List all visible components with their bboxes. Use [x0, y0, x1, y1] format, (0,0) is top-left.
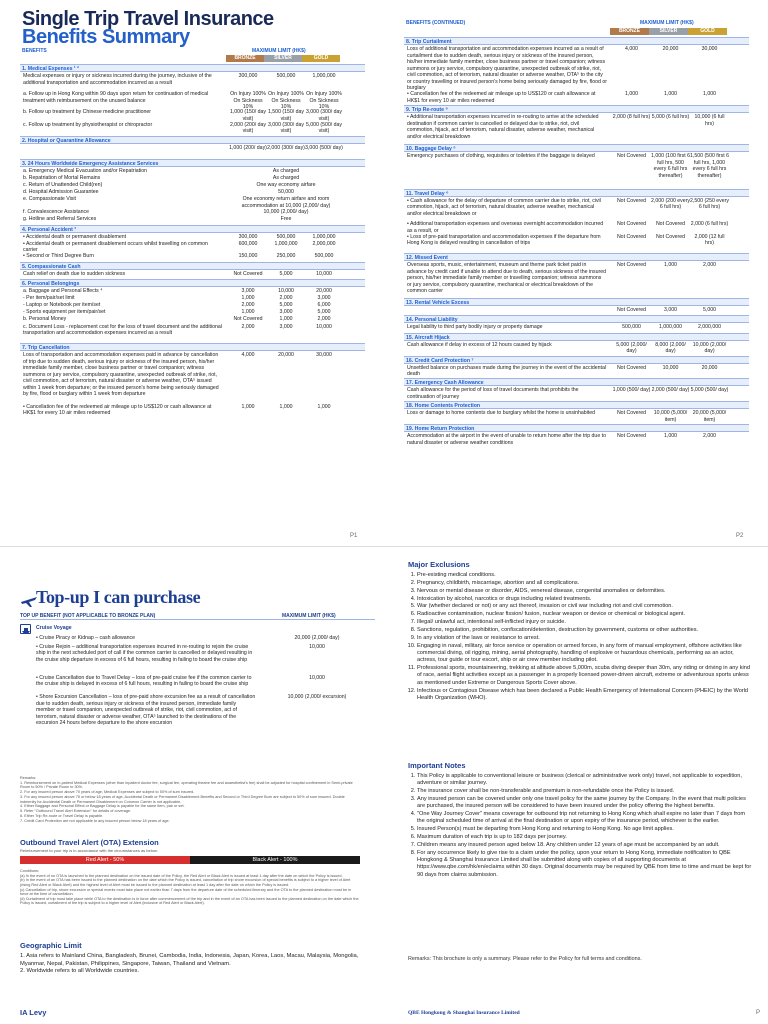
limit-silver: 10,000 (5,000/ item) — [653, 410, 688, 423]
tier-bronze: BRONZE — [610, 28, 649, 35]
limit-bronze: 2,000 (8 full hrs) — [612, 114, 651, 120]
tier-header — [610, 28, 727, 35]
benefit-description: a. Emergency Medical Evacuation and/or Repatriation — [23, 168, 147, 175]
important-notes-title: Important Notes — [408, 761, 466, 770]
benefit-row — [407, 262, 749, 295]
limit-gold: 2,000,000 — [697, 324, 722, 331]
cruise-benefit-limit: 10,000 — [309, 643, 325, 650]
exclusion-item: 12. Infectious or Contagious Disease which has been declared a Public Health Emergency of International Concern (PHEIC) by the World Health Organization (WHO). — [417, 688, 752, 703]
limit-silver: 5,000 (6 full hrs) — [651, 114, 690, 120]
benefit-section-heading: 15. Aircraft Hijack — [404, 333, 749, 341]
benefit-row — [23, 145, 365, 152]
benefit-row — [23, 216, 365, 223]
red-alert-label: Red Alert - 50% — [20, 856, 190, 864]
page-number: P2 — [736, 533, 744, 539]
limit-gold: 30,000 — [701, 46, 718, 52]
important-note-item: 1. This Policy is applicable to conventional leisure or business (clerical or administrative work only) travel, not applicable to expedition, adventure or similar journey. — [417, 773, 752, 788]
page-subtitle: Benefits Summary — [22, 26, 190, 48]
limit-silver: 2,000 (300/ day) — [267, 145, 305, 151]
limit-gold: 20,000 (5,000/ item) — [692, 410, 727, 423]
limit-bronze: 1,000 — [241, 295, 255, 302]
limit-gold: 10,000 (2,000/ day) — [692, 341, 727, 355]
geographic-limit-list — [20, 953, 360, 976]
ota-conditions — [20, 869, 360, 906]
condition-item: (b) In the event of an OTA has been issued to the planned destination on the date which the Policy is issued, cancellation of trip shore excursion of special benefits is subject to a higher level of Alert (rising Red Alert or Black Alert) and the highest level of Alert must be issued to the planned destination at least 1 day after the date on which the Policy is issued. — [20, 878, 351, 887]
benefit-section-heading: 16. Credit Card Protection ⁷ — [404, 356, 749, 364]
benefit-row — [23, 404, 365, 417]
brochure-remarks: Remarks: This brochure is only a summary. Please refer to the Policy for full terms and conditions. — [408, 956, 642, 962]
benefit-section-heading: 17. Emergency Cash Allowance — [404, 378, 749, 386]
important-note-item: 8. For any occurrence likely to give rise to a claim under the policy, upon your return to Hong Kong, immediate notification to QBE Hongkong & Shanghai Insurance Limited shall be submitted along with copies of all supporting documents at https://www.qbe.com/hk/en/eclaims within 30 days. Original documents may be required by QBE from time to time and must be kept for 90 days from claims submission. — [417, 850, 752, 879]
benefit-section-heading: 13. Rental Vehicle Excess — [404, 298, 749, 306]
limit-gold: 10,000 — [316, 323, 332, 330]
benefit-description: • Cancellation fee of the redeemed air mileage up to US$120 or cash allowance at HK$1 for every 10 air miles redeemed — [23, 403, 212, 417]
benefit-row — [407, 324, 749, 331]
benefit-description: g. Hotline and Referral Services — [23, 215, 97, 222]
ota-description: Reimbursement to your trip is in accordance with the circumstances as below: — [20, 848, 158, 853]
cruise-benefit-description: • Cruise Rejoin – additional transportation expenses incurred in re-routing to rejoin the cruise ship in the next scheduled port of call if the common carrier is cancelled or delayed resulting in the cruise ship departure in excess of 6 full hours, resulting in failing to board the cruise ship — [36, 643, 253, 663]
benefit-description: Medical expenses or injury or sickness incurred during the journey, inclusive of the additional transportation and accommodation incurred as a result — [23, 73, 212, 86]
limit-gold: 1,500 (500 first 6 full hrs, 1,000 every 6 full hrs thereafter) — [690, 153, 729, 179]
benefit-description: f. Convalescence Assistance — [23, 208, 90, 215]
cruise-benefit-description: • Cruise Piracy or Kidnap – cash allowance — [36, 635, 135, 641]
benefit-row — [23, 309, 365, 316]
benefit-description: c. Document Loss - replacement cost for the loss of travel document and the additional transportation and accommodation expenses incurred as a result — [23, 323, 222, 336]
benefit-section-heading: 8. Trip Curtailment — [404, 37, 749, 45]
page-divider — [0, 546, 768, 547]
limit-silver: 250,000 — [276, 253, 296, 260]
limit-silver: 1,000,000 — [658, 324, 683, 331]
benefit-description: Cash relief on death due to sudden sickness — [23, 270, 126, 277]
limit-gold: 1,000,000 — [312, 233, 336, 240]
benefit-section-heading: 9. Trip Re-route ⁶ — [404, 105, 749, 113]
limit-bronze: Not Covered — [616, 262, 647, 268]
benefit-row — [23, 91, 365, 111]
page-title: Single Trip Travel Insurance — [22, 8, 274, 30]
benefit-section-heading: 7. Trip Cancellation — [20, 343, 365, 351]
exclusions-page — [384, 548, 768, 1024]
cruise-benefit-row — [36, 675, 366, 688]
limit-silver: 5,000 — [279, 302, 293, 309]
important-notes-list — [408, 773, 752, 879]
remark-item: 4. Either Baggage and Personal Effect or Baggage Delay is payable for the same item, pair or set. — [20, 804, 185, 809]
important-note-item: 3. Any insured person can be covered under only one travel policy for the same journey by the Company. In the event that multi policies are purchased, the insured person will be considered to have been insured under the policy offering the highest benefits. — [417, 796, 752, 811]
benefit-section-heading: 6. Personal Belongings — [20, 279, 365, 287]
cruise-benefit-description: • Cruise Cancellation due to Travel Delay – loss of pre-paid cruise fee if the common carrier to the cruise ship is delayed in excess of 6 full hours, resulting in failing to board the cruise ship — [36, 674, 252, 688]
tier-silver: SILVER — [649, 28, 688, 35]
limit-gold: 5,000 (500/ day) — [690, 387, 729, 394]
benefit-limit-all-plans: 50,000 — [278, 189, 294, 196]
benefit-row — [407, 91, 749, 104]
remark-item: 2. For any insured person above 70 years of age, Medical Expenses are subject to 50% of sum insured. — [20, 790, 195, 795]
limit-bronze: Not Covered — [233, 270, 263, 277]
exclusion-item: 3. Nervous or mental disease or disorder, AIDS, venereal disease, congenital anomalies or deformities. — [417, 588, 752, 595]
limit-bronze: Not Covered — [616, 364, 647, 371]
remark-item: 6. Either Trip Re-route or Travel Delay is payable. — [20, 813, 104, 818]
conditions-list — [20, 874, 360, 906]
limit-bronze: Not Covered — [616, 153, 647, 160]
topup-title: Top-up I can purchase — [36, 587, 201, 607]
limit-bronze: 1,000 — [241, 403, 255, 410]
limit-gold: 20,000 — [316, 288, 332, 295]
benefit-description: e. Compassionate Visit — [23, 196, 76, 203]
limit-silver: 5,000 — [279, 270, 293, 277]
ia-levy-title: IA Levy — [20, 1008, 47, 1017]
benefit-row — [407, 307, 749, 314]
benefit-description: b. Follow up treatment by Chinese medicine practitioner — [23, 109, 152, 116]
condition-item: (d) Curtailment of trip must take place while OTA to the destination is in force after commencement of the trip and in the event of an OTA has been issued to the planned destination on the date which the Policy is issued, curtailment of the trip is subject to a higher level of Alert (inclusive of Red Alert or Black Alert). — [20, 896, 359, 906]
benefit-row — [23, 73, 365, 86]
limit-bronze: Not Covered — [616, 221, 647, 228]
max-limit-header: MAXIMUM LIMIT (HK$) — [640, 20, 694, 26]
benefit-row — [23, 109, 365, 122]
benefits-page-2 — [384, 0, 768, 545]
benefit-description: - Laptop or Notebook per item/set — [23, 302, 101, 309]
benefit-row — [407, 365, 749, 378]
limit-bronze: 1,000 (500/ day) — [612, 387, 651, 394]
benefit-description: Cash allowance if delay in excess of 12 hours caused by hijack — [407, 341, 552, 348]
benefit-description: c. Return of Unattended Child(ren) — [23, 182, 103, 189]
benefit-description: - Sports equipment per item/pair/set — [23, 309, 106, 316]
benefit-description: • Second or Third Degree Burn — [23, 253, 94, 260]
benefit-row — [407, 198, 749, 218]
benefit-section-heading: 4. Personal Accident ³ — [20, 225, 365, 233]
benefit-row — [407, 410, 749, 423]
limit-gold: 2,000 (12 full hrs) — [694, 233, 725, 247]
benefit-description: - Per item/pair/set limit — [23, 295, 75, 302]
benefit-description: b. Personal Money — [23, 316, 67, 323]
benefit-section-heading: 1. Medical Expenses ¹ ² — [20, 64, 365, 72]
exclusion-item: 5. War (whether declared or not) or any act thereof, invasion or civil war including riot and civil commotion. — [417, 603, 752, 610]
major-exclusions-title: Major Exclusions — [408, 560, 470, 569]
benefit-limit-all-plans: One way economy airfare — [256, 182, 316, 189]
limit-bronze: Not Covered — [616, 410, 647, 417]
condition-item: (a) In the event of no OTA is launched to the planned destination on the issued date of the Policy, the Red Alert or Black Alert is issued at least 1 day after the date on which the Policy is issued. — [20, 873, 343, 878]
benefit-row — [407, 342, 749, 355]
important-note-item: 5. Insured Person(s) must be departing from Hong Kong and returning to Hong Kong. No age limit applies. — [417, 826, 752, 833]
limit-bronze: 3,000 — [241, 288, 255, 295]
benefit-row — [23, 182, 365, 189]
limit-gold: 6,000 — [317, 302, 331, 309]
benefit-row — [407, 387, 749, 400]
limit-gold: 20,000 — [701, 364, 718, 371]
benefit-description: Overseas sports, music, entertainment, museum and theme park ticket paid in advance by credit card if unable to attend due to death, serious sickness of the insured person, his/her immediate family member or travelling companion; witness summons or jury service, compulsory quarantine, mechanical or electrical breakdown of the common carrier — [407, 262, 606, 294]
limit-silver: 20,000 — [278, 352, 294, 359]
limit-silver: 1,000 — [279, 316, 293, 323]
topup-max-header: MAXIMUM LIMIT (HK$) — [282, 613, 336, 619]
exclusion-item: 4. Intoxication by alcohol, narcotics or drugs including related treatments. — [417, 596, 752, 603]
limit-bronze: 600,000 — [238, 240, 258, 247]
benefit-limit-all-plans: As charged — [272, 175, 300, 182]
limit-gold: 2,000 — [703, 262, 716, 268]
limit-silver: Not Covered — [655, 221, 686, 228]
limit-bronze: Not Covered — [616, 233, 647, 240]
cruise-benefit-row — [36, 644, 366, 664]
limit-bronze: 2,000 — [241, 323, 255, 330]
limit-bronze: Not Covered — [616, 306, 647, 313]
benefit-row — [23, 209, 365, 216]
limit-silver: 1,500 (150/ day visit) — [267, 109, 305, 122]
tier-header — [226, 55, 340, 62]
limit-gold: 10,000 (6 full hrs) — [694, 114, 725, 127]
limit-gold: 3,000 — [317, 295, 331, 302]
benefit-description: b. Repatriation of Mortal Remains — [23, 175, 101, 182]
limit-silver: On Injury 100% On Sickness 10% — [268, 91, 304, 111]
important-note-item: 4. "One Way Journey Cover" means coverage for outbound trip not returning to Hong Kong which shall expire no later than 7 days from the original scheduled time of arrival at the final destination or upon expiry of the insurance period, whichever is the earlier. — [417, 811, 752, 826]
important-note-item: 2. The insurance cover shall be non-transferable and premium is non-refundable once the Policy is issued. — [417, 788, 752, 795]
geographic-limit-title: Geographic Limit — [20, 941, 82, 950]
benefit-description: Emergency purchases of clothing, requisites or toiletries if the baggage is delayed — [407, 153, 595, 160]
limit-gold: 2,000 (6 full hrs) — [690, 221, 729, 228]
benefit-row — [407, 153, 749, 179]
limit-silver: Not Covered — [655, 233, 686, 240]
benefit-description: • Loss of pre-paid transportation and accommodation expenses if the departure from Hong Kong is delayed resulting in cancellation of trips — [407, 233, 601, 247]
benefit-row — [23, 271, 365, 278]
limit-gold: 2,000,000 — [312, 240, 336, 247]
geographic-limit-item: 1. Asia refers to Mainland China, Bangladesh, Brunei, Cambodia, India, Indonesia, Japan, Korea, Laos, Macau, Malaysia, Mongolia, Myanmar, Nepal, Pakistan, Philippines, Singapore, Taiwan, Thailand and Vietnam. — [20, 953, 359, 967]
benefit-section-heading: 3. 24 Hours Worldwide Emergency Assistance Services — [20, 159, 365, 167]
benefit-row — [23, 295, 365, 302]
limit-silver: 3,000 — [664, 306, 677, 313]
benefit-description: Accommodation at the airport in the event of unable to return home after the trip due to natural disaster or adverse weather conditions — [407, 433, 606, 446]
limit-silver: 2,000 — [279, 295, 293, 302]
limit-silver: 3,000 (300/ day visit) — [267, 121, 305, 135]
limit-bronze: Not Covered — [616, 197, 647, 204]
benefit-section-heading: 14. Personal Liability — [404, 315, 749, 323]
benefit-row — [407, 234, 749, 247]
benefit-section-heading: 11. Travel Delay ⁶ — [404, 189, 749, 197]
limit-silver: 1,000,000 — [274, 240, 298, 247]
benefit-row — [23, 241, 365, 254]
benefit-description: Cash allowance for the period of loss of travel documents that prohibits the continuation of journey — [407, 387, 579, 400]
cruise-benefit-limit: 10,000 — [309, 674, 325, 681]
limit-gold: 2,000 — [317, 316, 331, 323]
cruise-benefit-limit: 20,000 (2,000/ day) — [294, 635, 340, 641]
topup-remarks — [20, 776, 360, 823]
cruise-benefit-limit: 10,000 (2,000/ excursion) — [287, 694, 347, 701]
benefit-section-heading: 19. Home Return Protection — [404, 424, 749, 432]
exclusion-item: 1. Pre-existing medical conditions. — [417, 572, 752, 579]
limit-bronze: 5,000 (2,000/ day) — [616, 341, 647, 355]
tier-gold: GOLD — [302, 55, 340, 62]
benefit-section-heading: 18. Home Contents Protection — [404, 401, 749, 409]
exclusion-item: 8. Sanctions, regulation, prohibition, confiscation/detention, destruction by government, customs or other authorities. — [417, 627, 752, 634]
limit-silver: 500,000 — [276, 73, 296, 79]
remarks-list — [20, 781, 360, 824]
limit-silver: 8,000 (2,000/ day) — [655, 341, 686, 355]
important-note-item: 7. Children means any insured person aged below 18. Any children under 12 years of age must be accompanied by an adult. — [417, 842, 752, 849]
benefit-section-heading: 12. Missed Event — [404, 253, 749, 261]
benefit-description: Loss of additional transportation and accommodation expenses incurred as a result of curtailment due to sudden death, serious injury or sickness of the insured person, his/her immediate family member, close business partner or travel companion; witness summons or jury service, compulsory quarantine, unexpected outbreak of strike, riot, civil commotion, act of terrorism, natural disaster or adverse weather, OTA⁵ to the city or country travelling or insured person's home being seriously damaged by fire, flood or burglary — [407, 46, 607, 91]
limit-gold: 3,000 (500/ day) — [305, 145, 343, 151]
limit-bronze: 1,000 — [241, 309, 255, 316]
limit-bronze: 500,000 — [622, 324, 641, 331]
benefit-limit-all-plans: 10,000 (2,000/ day) — [263, 208, 309, 215]
cruise-benefit-row — [36, 694, 366, 727]
limit-silver: 2,000 (200 every 6 full hrs) — [651, 197, 690, 211]
benefit-description: c. Follow up treatment by physiotherapist or chiropractor — [23, 121, 153, 128]
benefits-column-header: BENEFITS — [22, 48, 47, 54]
benefit-description: Unsettled balance on purchases made during the journey in the event of the accidental death — [407, 364, 606, 377]
benefit-row — [407, 46, 749, 92]
limit-silver: 20,000 — [662, 46, 679, 52]
benefit-row — [407, 433, 749, 446]
limit-gold: 2,000 — [703, 433, 716, 440]
conditions-label: Conditions: — [20, 869, 39, 873]
limit-silver: 500,000 — [276, 233, 296, 240]
limit-bronze: 2,000 — [241, 302, 255, 309]
exclusion-item: 9. In any violation of the laws or resistance to arrest. — [417, 635, 752, 642]
benefit-row — [23, 122, 365, 135]
max-limit-header: MAXIMUM LIMIT (HK$) — [252, 48, 306, 54]
benefit-limit-all-plans: One economy return airfare and room accommodation at 10,000 (2,000/ day) — [241, 196, 331, 209]
benefit-row — [23, 196, 365, 209]
benefit-description: Loss or damage to home contents due to burglary whilst the home is unsinhabited — [407, 410, 596, 417]
remark-item: 7. Credit Card Protection are not applicable to any insured person below 18 years of age. — [20, 818, 170, 823]
remarks-label: Remarks: — [20, 776, 37, 780]
remark-item: 5. Refer "Outbound Travel Alert Extension" for details of coverage. — [20, 809, 132, 814]
ota-alert-bar — [20, 856, 360, 864]
ship-icon — [20, 624, 31, 634]
limit-gold: 1,000 — [703, 91, 716, 98]
benefit-row — [23, 302, 365, 309]
limit-gold: 5,000 (500/ day visit) — [305, 121, 343, 135]
limit-gold: 1,000 — [317, 403, 331, 410]
limit-bronze: Not Covered — [616, 433, 647, 440]
geographic-limit-item: 2. Worldwide refers to all Worldwide countries. — [20, 968, 139, 975]
limit-silver: 1,000 — [664, 433, 677, 440]
limit-bronze: 1,000 — [625, 91, 638, 98]
tier-bronze: BRONZE — [226, 55, 264, 62]
topup-benefit-header: TOP UP BENEFIT (NOT APPLICABLE TO BRONZE PLAN) — [20, 613, 156, 619]
limit-bronze: 4,000 — [625, 46, 638, 52]
exclusion-item: 7. Illegal/ unlawful act, intentional self-inflicted injury or suicide. — [417, 619, 752, 626]
benefit-row — [23, 352, 365, 398]
ota-title: Outbound Travel Alert (OTA) Extension — [20, 838, 159, 847]
limit-bronze: Not Covered — [233, 316, 263, 323]
condition-item: (c) Cancellation of trip, shore excursion or special events must take place not earlier than 7 days from the departure date of the scheduled itinerary and the OTA to the planned destination must be in force at the time of cancellation. — [20, 887, 352, 897]
limit-silver: 2,000 (500/ day) — [651, 387, 690, 394]
benefit-row — [23, 175, 365, 182]
benefit-section-heading: 10. Baggage Delay ⁶ — [404, 144, 749, 152]
benefit-description: • Cash allowance for the delay of departure of common carrier due to strike, riot, civil commotion, hijack, act of terrorism, natural disaster, adverse weather, mechanical and/or electrical breakdown or — [407, 197, 601, 217]
benefit-row — [407, 114, 749, 140]
page-number: P1 — [350, 533, 358, 539]
benefits-continued-header: BENEFITS (CONTINUED) — [406, 20, 466, 26]
remark-item: 1. Reimbursement on in-patient Medical Expenses (other than inpatient doctor fee, surgical fee, operating theatre fee and anaesthetist's fee) shall be adjusted for hospital confinement in Semi-private Room to 50% / Private Room to 30%. — [20, 780, 353, 790]
benefit-description: • Additional transportation expenses and overseas overnight accommodation incurred as a result, or — [407, 221, 604, 234]
page-number: P — [756, 1010, 761, 1016]
cruise-benefit-row — [36, 635, 366, 642]
limit-gold: 1,000,000 — [312, 73, 336, 79]
benefit-description: • Cancellation fee of the redeemed air mileage up to US$120 or cash allowance at HK$1 for every 10 air miles redeemed — [407, 91, 596, 104]
benefit-description: a. Baggage and Personal Effects ⁴ — [23, 288, 103, 295]
limit-gold: 3,000 (300/ day visit) — [305, 109, 343, 122]
benefit-section-heading: 2. Hospital or Quarantine Allowance — [20, 136, 365, 144]
limit-bronze: 4,000 — [241, 352, 255, 359]
benefits-page-1 — [0, 0, 384, 545]
limit-bronze: 2,000 (200/ day visit) — [229, 121, 267, 135]
exclusion-item: 2. Pregnancy, childbirth, miscarriage, abortion and all complications. — [417, 580, 752, 587]
limit-bronze: 1,000 (150/ day visit) — [229, 109, 267, 122]
benefit-limit-all-plans: As charged — [272, 168, 300, 175]
limit-gold: 5,000 — [703, 306, 716, 313]
exclusions-list — [408, 572, 752, 703]
limit-gold: 10,000 — [316, 270, 332, 277]
benefit-row — [407, 221, 749, 234]
limit-silver: 3,000 — [279, 323, 293, 330]
limit-bronze: 150,000 — [238, 253, 258, 260]
benefit-description: Loss of transportation and accommodation expenses paid in advance by cancellation of trip due to sudden death, serious injury or sickness of the insured person, his/her immediate family member, close business partner or travel companion; witness summons or jury service, compulsory quarantine, unexpected outbreak of strike, riot, civil commotion, act of terrorism, natural disaster or adverse weather, OTA⁵ issued within 1 week from departure; or the insured person's home being seriously damaged by fire, flood or burglary within 1 week from departure — [23, 352, 219, 398]
topup-page — [0, 548, 384, 1024]
limit-gold: 30,000 — [316, 352, 332, 359]
benefit-description: d. Hospital Admission Guarantee — [23, 189, 99, 196]
limit-silver: 1,000 (100 first 6 full hrs, 500 every 6 full hrs thereafter) — [651, 153, 690, 179]
limit-silver: 1,000 — [664, 262, 677, 268]
benefit-limit-all-plans: Free — [280, 215, 292, 222]
benefit-row — [23, 253, 365, 260]
limit-silver: 10,000 — [662, 364, 679, 371]
benefit-row — [23, 168, 365, 175]
benefit-row — [23, 234, 365, 241]
limit-gold: 500,000 — [314, 253, 334, 260]
limit-silver: 3,000 — [279, 309, 293, 316]
benefit-description: • Accidental death or permanent disablement occurs whilst travelling on common carrier — [23, 240, 208, 254]
benefit-row — [23, 288, 365, 295]
limit-bronze: On Injury 100% On Sickness 10% — [230, 91, 266, 111]
remark-item: 3. For any insured person above 75 or below 18 years of age, Accidental Death or Permanent Disablement Benefits and Second or Third Degree Burn are subject to 50% of sum insured. Double indemnity for Accidental Death or Permanent Disablement on Common Carrier is not applicable. — [20, 794, 345, 804]
limit-silver: 10,000 — [278, 288, 294, 295]
benefit-section-heading: 5. Compassionate Cash — [20, 262, 365, 270]
benefit-description: • Accidental death or permanent disablement — [23, 233, 127, 240]
tier-gold: GOLD — [688, 28, 727, 35]
limit-silver: 1,000 — [279, 403, 293, 410]
benefit-description: Legal liability to third party bodily injury or property damage — [407, 324, 543, 331]
topup-header-row — [20, 613, 375, 620]
benefit-description: a. Follow up in Hong Kong within 90 days upon return for continuation of medical treatment with reimbursement on the unused balance — [23, 91, 209, 104]
tier-silver: SILVER — [264, 55, 302, 62]
benefit-row — [23, 189, 365, 196]
limit-gold: 2,500 (250 every 6 full hrs) — [690, 197, 729, 211]
cruise-voyage-heading: Cruise Voyage — [36, 625, 72, 631]
important-note-item: 6. Maximum duration of each trip is up to 182 days per journey. — [417, 834, 752, 841]
limit-bronze: 300,000 — [238, 233, 258, 240]
black-alert-label: Black Alert - 100% — [190, 856, 360, 864]
limit-gold: 5,000 — [317, 309, 331, 316]
limit-gold: On Injury 100% On Sickness 10% — [306, 91, 342, 111]
exclusion-item: 11. Professional sports, mountaineering, trekking at altitude above 5,000m, scuba diving deeper than 30m, any riding or driving in any kind of race, aerial flight activities except as a passenger in a properly licensed power-driven aircraft, extreme or adventurous sports unless as mentioned under Extreme or Dangerous Sports Cover above. — [417, 665, 752, 687]
exclusion-item: 10. Engaging in naval, military, air force service or operation or armed forces, in any form of manual employment, offshore activities like commercial diving, oil rigging, mining, aerial photography, handling of explosive or hazardous chemicals, performing as an actor, actress, tour guide or tour escort, ship or air crew member including pilot. — [417, 643, 752, 665]
benefit-row — [23, 324, 365, 337]
limit-silver: 1,000 — [664, 91, 677, 98]
cruise-benefit-description: • Shore Excursion Cancellation – loss of pre-paid shore excursion fee as a result of cancellation due to sudden death, serious injury or sickness of the insured person, immediate family member or travel companion, unexpected outbreak of strike, riot, civil commotion, act of terrorism, natural disaster or adverse weather, OTA⁵ launched to the destinations of the excursion 24 hours before departure to the shore excursion — [36, 694, 256, 727]
benefit-row — [23, 316, 365, 323]
exclusion-item: 6. Radioactive contamination, nuclear fission/ fusion, nuclear weapon or device or chemical or biological agent. — [417, 611, 752, 618]
limit-bronze: 300,000 — [238, 73, 258, 79]
limit-bronze: 1,000 (200/ day) — [229, 145, 267, 151]
benefit-description: • Additional transportation expenses incurred in re-routing to arrive at the scheduled destination if common carrier is cancelled or delayed due to strike, riot, civil commotion, hijack, act of terrorism, natural disaster, adverse weather, mechanical and/or electrical breakdown — [407, 114, 599, 140]
company-name: QBE Hongkong & Shanghai Insurance Limited — [408, 1010, 520, 1016]
